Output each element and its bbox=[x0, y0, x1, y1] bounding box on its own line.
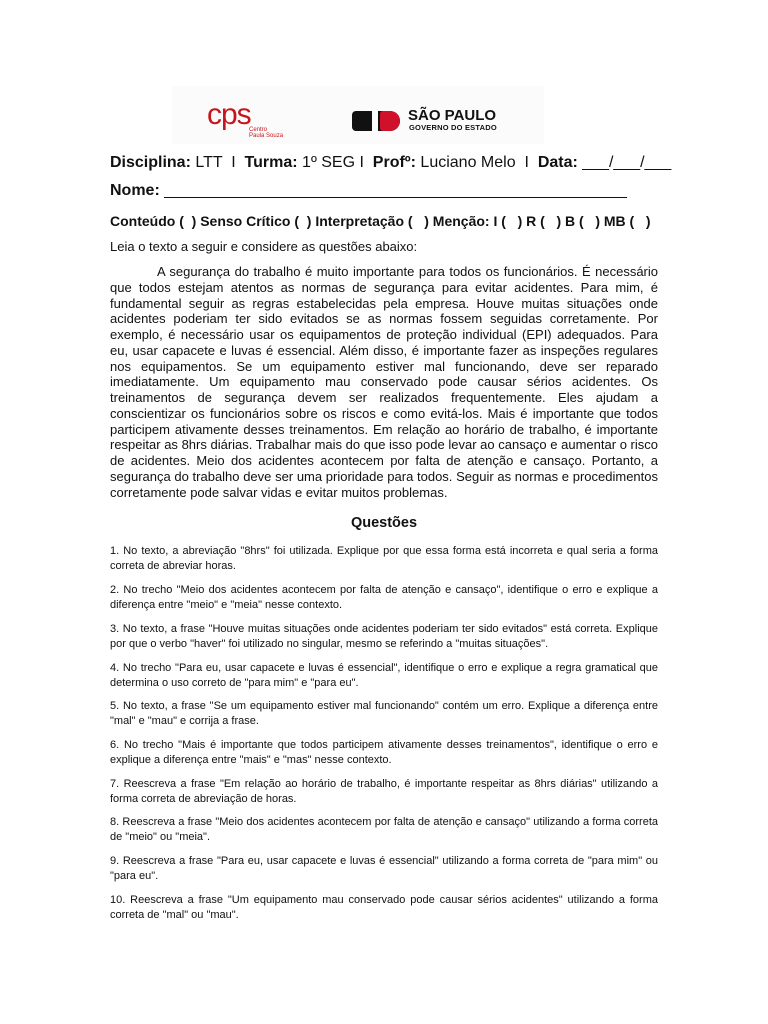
question-item: 1. No texto, a abreviação "8hrs" foi utilizada. Explique por que essa forma está incorreta e qual seria a forma correta de abreviar horas. bbox=[110, 545, 658, 572]
sp-logo-subtitle: GOVERNO DO ESTADO bbox=[409, 123, 497, 132]
intro-text: Leia o texto a seguir e considere as questões abaixo: bbox=[110, 239, 418, 254]
question-item: 9. Reescreva a frase "Para eu, usar capacete e luvas é essencial" utilizando a forma correta de "para mim" ou "para eu". bbox=[110, 855, 658, 882]
sp-logo-title: SÃO PAULO bbox=[408, 107, 497, 124]
cps-logo bbox=[207, 98, 297, 141]
turma-value: 1º SEG I bbox=[297, 154, 373, 171]
question-item: 5. No texto, a frase "Se um equipamento estiver mal funcionando" contém um erro. Explique a diferença entre "mal" e "mau" e corrija a frase. bbox=[110, 700, 658, 727]
data-value: ___/___/___ bbox=[577, 154, 672, 171]
question-item: 7. Reescreva a frase "Em relação ao horário de trabalho, é importante respeitar as 8hrs diárias" utilizando a forma correta de abreviação de horas. bbox=[110, 778, 658, 805]
turma-label: Turma: bbox=[244, 154, 298, 171]
questoes-heading: Questões bbox=[350, 515, 418, 531]
cps-logo-subtitle: Centro Paula Souza bbox=[249, 127, 284, 139]
name-line bbox=[110, 182, 627, 200]
sao-paulo-logo bbox=[352, 108, 522, 134]
question-item: 8. Reescreva a frase "Meio dos acidentes acontecem por falta de atenção e cansaço" utilizando a forma correta de "meio" ou "meia". bbox=[110, 816, 658, 843]
data-label: Data: bbox=[537, 154, 578, 171]
conteudo-line: Conteúdo ( ) Senso Crítico ( ) Interpretação ( ) Menção: I ( ) R ( ) B ( ) MB ( ) bbox=[110, 213, 651, 229]
question-item: 2. No trecho "Meio dos acidentes acontecem por falta de atenção e cansaço", identifique o erro e explique a diferença entre "meio" e "meia" nesse contexto. bbox=[110, 584, 658, 611]
body-paragraph: A segurança do trabalho é muito importante para todos os funcionários. É necessário que todos estejam atentos as normas de segurança para evitar acidentes. Para mim, é fundamental seguir as regras estabelecidas pela empresa. Houve muitas situações onde acidentes poderiam ter sido evitados se as normas fossem seguidas corretamente. Por exemplo, é necessário usar os equipamentos de proteção individual (EPI) adequados. Para eu, usar capacete e luvas é essencial. Além disso, é importante fazer as inspeções regulares nos equipamentos. Se um equipamento estiver mal funcionando, deve ser reparado imediatamente. Um equipamento mau conservado pode causar sérios acidentes. Os treinamentos de segurança devem ser realizados frequentemente. Eles ajudam a conscientizar os funcionários sobre os riscos e como evitá-los. Mais é importante que todos participem ativamente desses treinamentos. Em relação ao horário de trabalho, é importante respeitar as 8hrs diárias. Trabalhar mais do que isso pode levar ao cansaço e aumentar o risco de acidentes. Meio dos acidentes acontecem por falta de atenção e cansaço. Portanto, a segurança do trabalho deve ser uma prioridade para todos. Seguir as normas e procedimentos corretamente pode salvar vidas e evitar muitos problemas. bbox=[110, 264, 658, 500]
question-item: 3. No texto, a frase "Houve muitas situações onde acidentes poderiam ter sido evitados" está correta. Explique por que o verbo "haver" foi utilizado no singular, mesmo se referindo a "muitas situações". bbox=[110, 623, 658, 650]
cps-logo-text: cps bbox=[207, 98, 251, 131]
nome-label: Nome: bbox=[110, 182, 160, 199]
question-item: 10. Reescreva a frase "Um equipamento mau conservado pode causar sérios acidentes" utilizando a forma correta de "mal" ou "mau". bbox=[110, 894, 658, 921]
nome-blank: ____________________________________________________ bbox=[159, 182, 627, 199]
disciplina-value: LTT I bbox=[190, 154, 245, 171]
question-item: 6. No trecho "Mais é importante que todos participem ativamente desses treinamentos", identifique o erro e explique a diferença entre "mais" e "mas" nesse contexto. bbox=[110, 739, 658, 766]
logo-header bbox=[172, 86, 544, 144]
sp-emblem-icon bbox=[352, 111, 400, 131]
header-meta-line bbox=[110, 154, 671, 172]
prof-label: Profº: bbox=[372, 154, 416, 171]
question-item: 4. No trecho "Para eu, usar capacete e luvas é essencial", identifique o erro e explique a regra gramatical que determina o uso correto de "para mim" e "para eu". bbox=[110, 662, 658, 689]
disciplina-label: Disciplina: bbox=[110, 154, 191, 171]
prof-value: Luciano Melo I bbox=[415, 154, 538, 171]
